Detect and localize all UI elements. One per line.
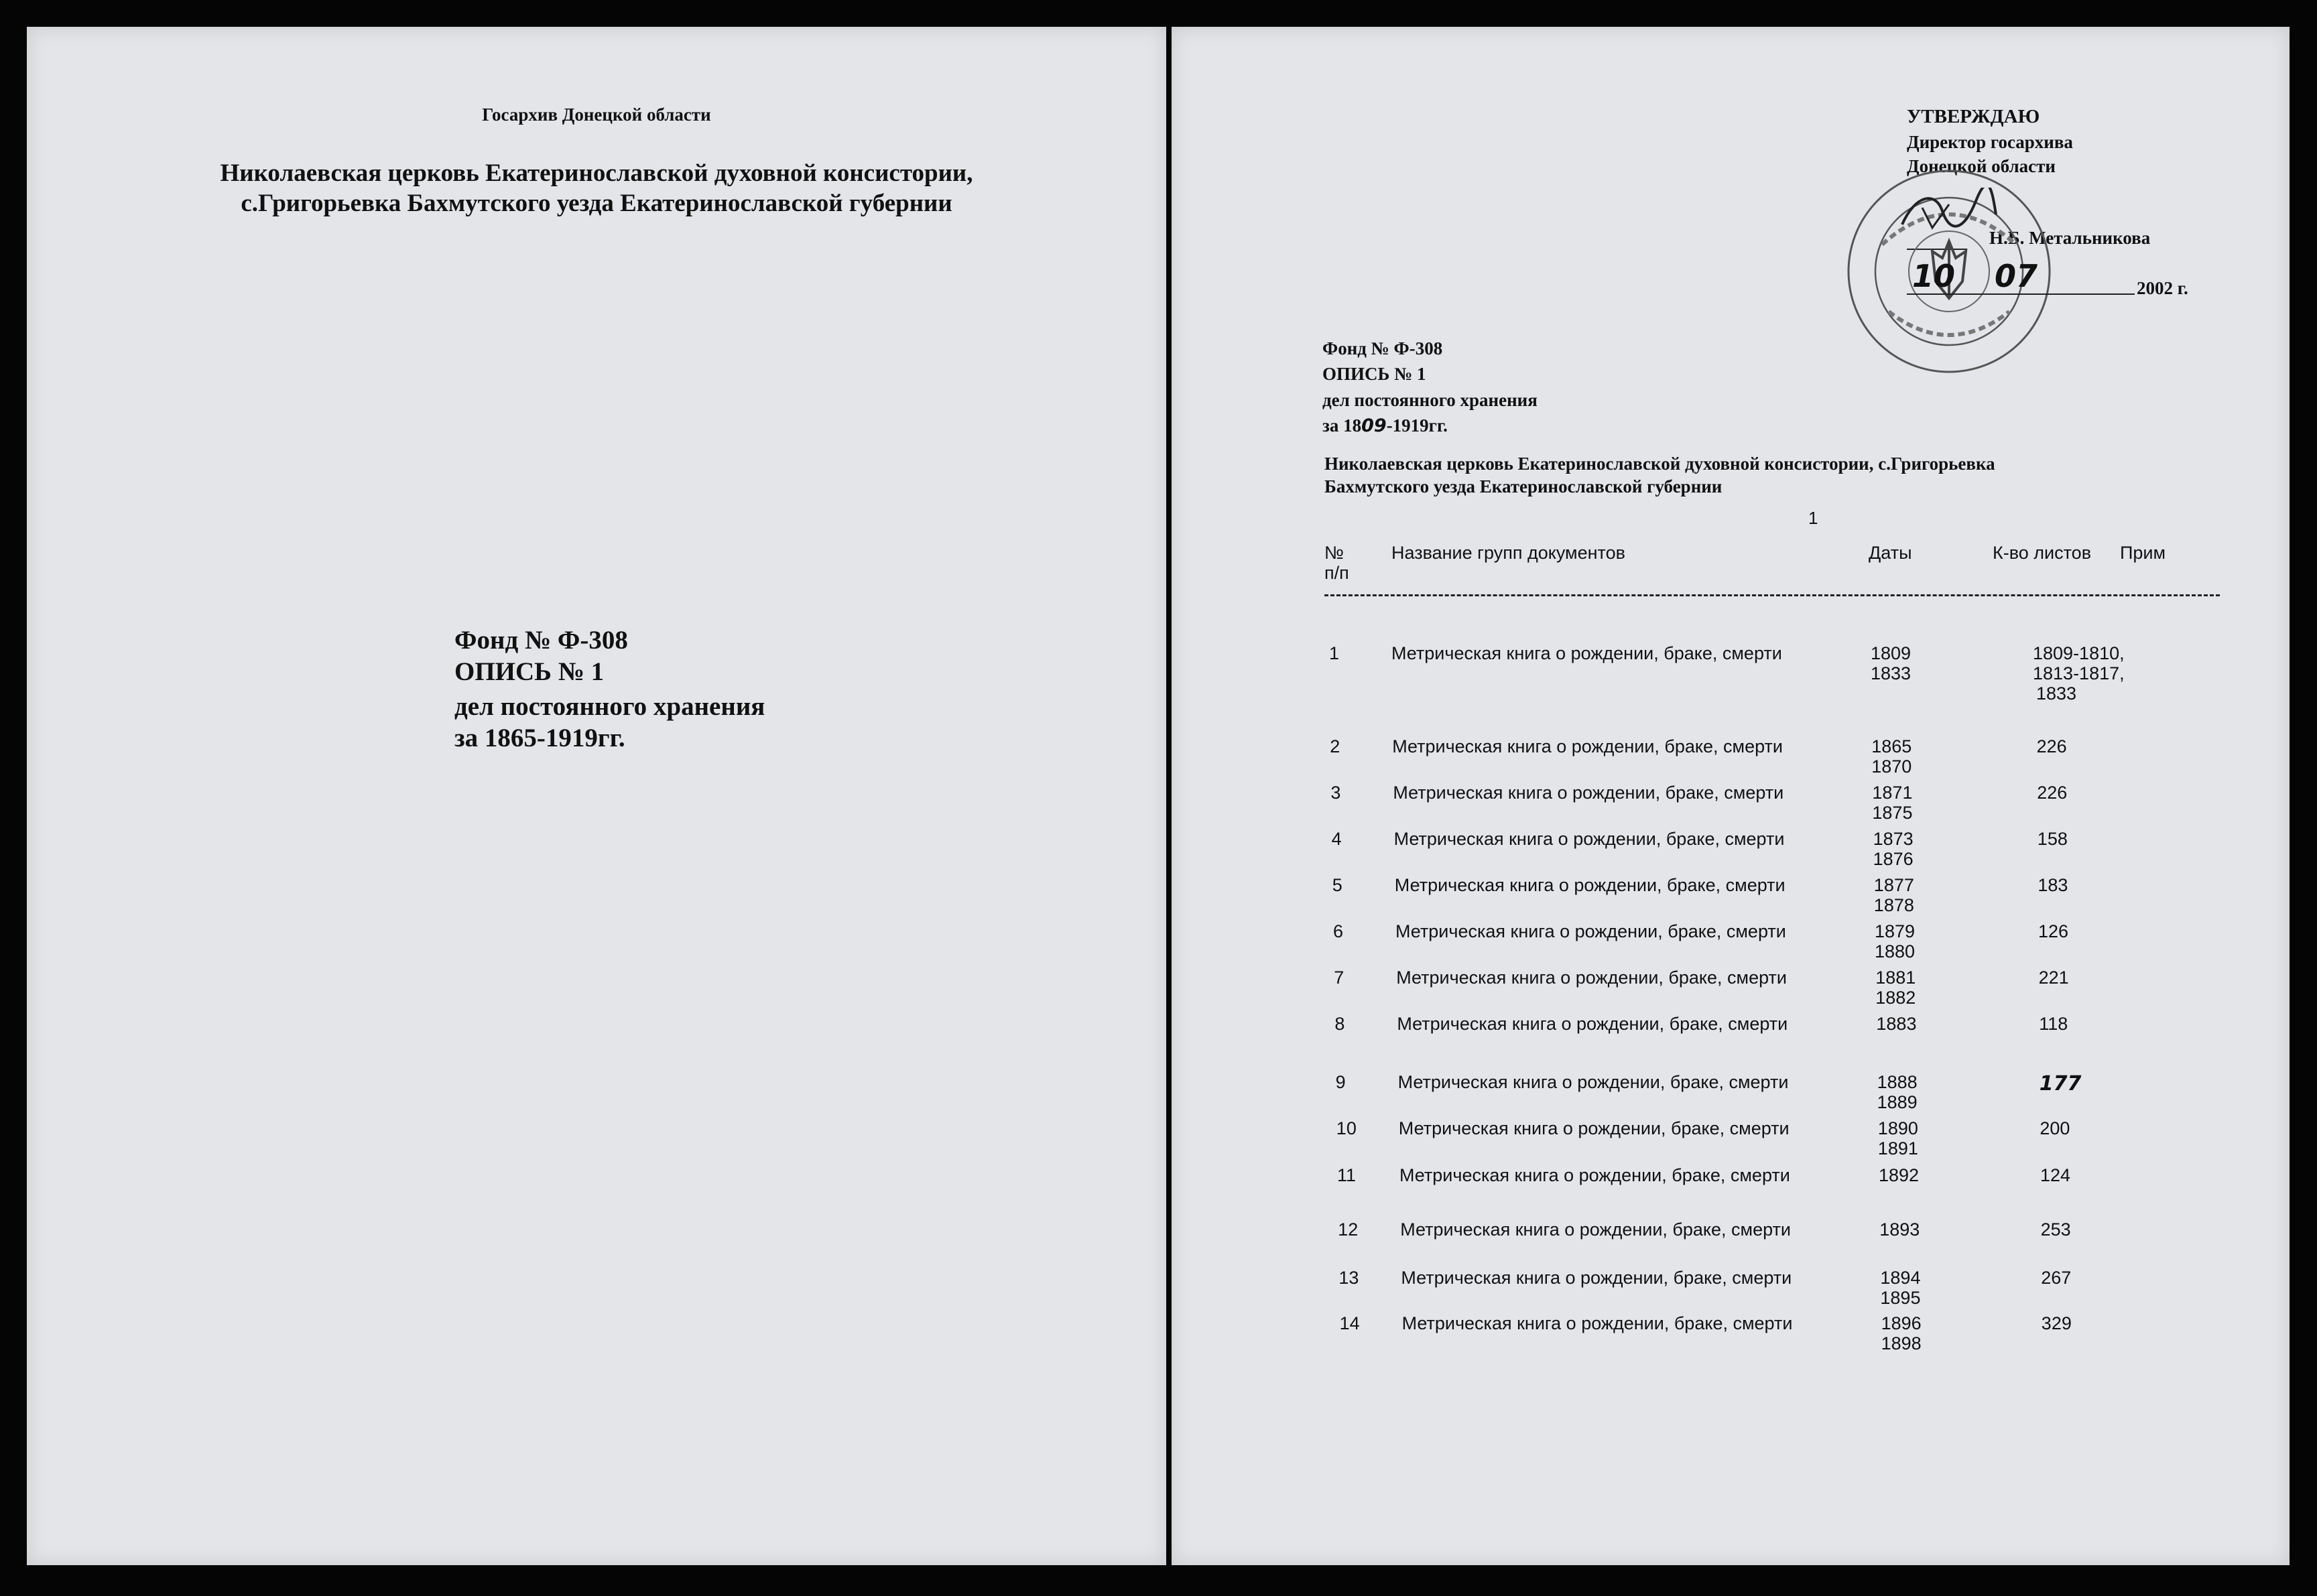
col-num-sub: п/п [1324, 563, 1349, 583]
date-line [1907, 293, 2135, 295]
church-name-line1: Николаевская церковь Екатеринославской духовной консистории, с.Григорьевка [1324, 454, 1995, 474]
row-date-end: 1889 [1877, 1092, 1918, 1112]
row-date-start: 1883 [1876, 1014, 1917, 1034]
opis-number: ОПИСЬ № 1 [454, 657, 605, 686]
row-title: Метрическая книга о рождении, браке, смерти [1399, 1165, 1790, 1185]
row-date-end: 1880 [1875, 941, 1916, 961]
row-number: 13 [1338, 1268, 1359, 1288]
approve-position: Директор госархива [1907, 132, 2073, 152]
row-date-start: 1892 [1879, 1165, 1920, 1185]
row-sheet-count: 183 [2038, 875, 2068, 895]
row-date-end: 1876 [1873, 849, 1914, 869]
row-date-start: 1877 [1873, 875, 1914, 895]
row-sheet-count: 124 [2040, 1165, 2071, 1185]
approve-title: УТВЕРЖДАЮ [1907, 106, 2040, 127]
row-date-start: 1888 [1877, 1072, 1918, 1092]
row-number: 2 [1330, 736, 1340, 756]
row-note: 1813-1817, [2033, 663, 2125, 683]
opis-number: ОПИСЬ № 1 [1322, 364, 1426, 384]
row-date-start: 1893 [1879, 1219, 1920, 1240]
row-date-start: 1894 [1880, 1268, 1921, 1288]
storage-label: дел постоянного хранения [1322, 390, 1538, 410]
row-date-end: 1895 [1880, 1288, 1921, 1308]
fond-number: Фонд № Ф-308 [1322, 338, 1443, 358]
years-range: за 1865-1919гг. [454, 724, 625, 752]
row-number: 7 [1334, 968, 1344, 988]
row-date-end: 1878 [1873, 895, 1914, 915]
row-sheet-count: 221 [2038, 968, 2069, 988]
row-date-end: 1898 [1881, 1333, 1922, 1353]
years-range: за 1809-1919гг. [1322, 415, 1448, 436]
col-note: Прим [2120, 543, 2166, 563]
row-date-start: 1873 [1873, 829, 1914, 849]
row-title: Метрическая книга о рождении, браке, смерти [1392, 736, 1783, 756]
row-date-start: 1896 [1881, 1313, 1922, 1333]
church-name-line2: с.Григорьевка Бахмутского уезда Екатеринославской губернии [241, 190, 952, 217]
approve-year: 2002 г. [2137, 278, 2188, 298]
row-sheet-count: 267 [2041, 1268, 2072, 1288]
row-sheet-count: 177 [2039, 1072, 2082, 1095]
col-title: Название групп документов [1391, 543, 1625, 563]
row-number: 11 [1337, 1165, 1357, 1185]
church-name-line1: Николаевская церковь Екатеринославской духовной консистории, [220, 159, 973, 187]
archive-name: Госархив Донецкой области [482, 105, 711, 125]
left-title-page [27, 27, 1166, 1565]
storage-label: дел постоянного хранения [454, 692, 765, 721]
right-inventory-page [1172, 27, 2290, 1565]
approve-day: 10 [1912, 258, 1956, 294]
approve-org: Донецкой области [1907, 156, 2056, 176]
row-title: Метрическая книга о рождении, браке, смерти [1393, 829, 1785, 849]
row-sheet-count: 118 [2039, 1014, 2068, 1034]
row-date-start: 1871 [1872, 783, 1913, 803]
row-date-start: 1881 [1875, 968, 1916, 988]
row-sheet-count: 329 [2041, 1313, 2072, 1333]
row-number: 6 [1333, 921, 1344, 941]
row-date-end: 1833 [1871, 663, 1912, 683]
row-sheet-count: 253 [2040, 1219, 2071, 1240]
signature-icon [1895, 188, 2003, 241]
row-date-end: 1891 [1877, 1138, 1918, 1158]
row-sheet-count: 226 [2037, 783, 2068, 803]
row-title: Метрическая книга о рождении, браке, смерти [1400, 1219, 1792, 1240]
row-date-start: 1809 [1871, 643, 1912, 663]
row-date-start: 1890 [1877, 1118, 1918, 1138]
fond-number: Фонд № Ф-308 [454, 626, 628, 655]
row-title: Метрическая книга о рождении, браке, смерти [1398, 1118, 1790, 1138]
church-name-line2: Бахмутского уезда Екатеринославской губернии [1324, 476, 1723, 496]
row-number: 3 [1330, 783, 1341, 803]
row-sheet-count: 126 [2038, 921, 2069, 941]
row-date-end: 1875 [1872, 803, 1913, 823]
row-title: Метрическая книга о рождении, браке, смерти [1395, 921, 1786, 941]
row-number: 4 [1331, 829, 1342, 849]
header-divider [1324, 594, 2220, 596]
row-number: 5 [1332, 875, 1342, 895]
row-sheet-count: 200 [2040, 1118, 2070, 1138]
row-title: Метрическая книга о рождении, браке, смерти [1393, 783, 1784, 803]
row-title: Метрическая книга о рождении, браке, смерти [1391, 643, 1782, 663]
row-title: Метрическая книга о рождении, браке, смерти [1397, 1072, 1789, 1092]
row-sheet-count: 158 [2037, 829, 2068, 849]
row-number: 8 [1334, 1014, 1345, 1034]
row-date-start: 1865 [1871, 736, 1912, 756]
row-date-end: 1870 [1871, 756, 1912, 777]
row-title: Метрическая книга о рождении, браке, смерти [1396, 968, 1788, 988]
row-note: 1833 [2036, 683, 2077, 704]
row-number: 14 [1339, 1313, 1360, 1333]
row-date-start: 1879 [1875, 921, 1916, 941]
row-title: Метрическая книга о рождении, браке, смерти [1401, 1313, 1793, 1333]
col-num: № [1324, 543, 1344, 563]
row-number: 12 [1338, 1219, 1359, 1240]
page-number: 1 [1808, 508, 1818, 528]
director-name: Н.Б. Метальникова [1989, 228, 2151, 248]
row-note: 1809-1810, [2033, 643, 2125, 663]
row-number: 1 [1329, 643, 1340, 663]
col-dates: Даты [1869, 543, 1912, 563]
row-number: 10 [1336, 1118, 1357, 1138]
row-title: Метрическая книга о рождении, браке, смерти [1397, 1014, 1788, 1034]
row-title: Метрическая книга о рождении, браке, смерти [1394, 875, 1786, 895]
approve-month: 07 [1995, 258, 2038, 294]
years-handwritten: 09 [1361, 415, 1387, 436]
row-sheet-count: 226 [2036, 736, 2067, 756]
row-number: 9 [1335, 1072, 1346, 1092]
row-title: Метрическая книга о рождении, браке, смерти [1401, 1268, 1792, 1288]
row-date-end: 1882 [1875, 988, 1916, 1008]
col-sheets: К-во листов [1993, 543, 2092, 563]
